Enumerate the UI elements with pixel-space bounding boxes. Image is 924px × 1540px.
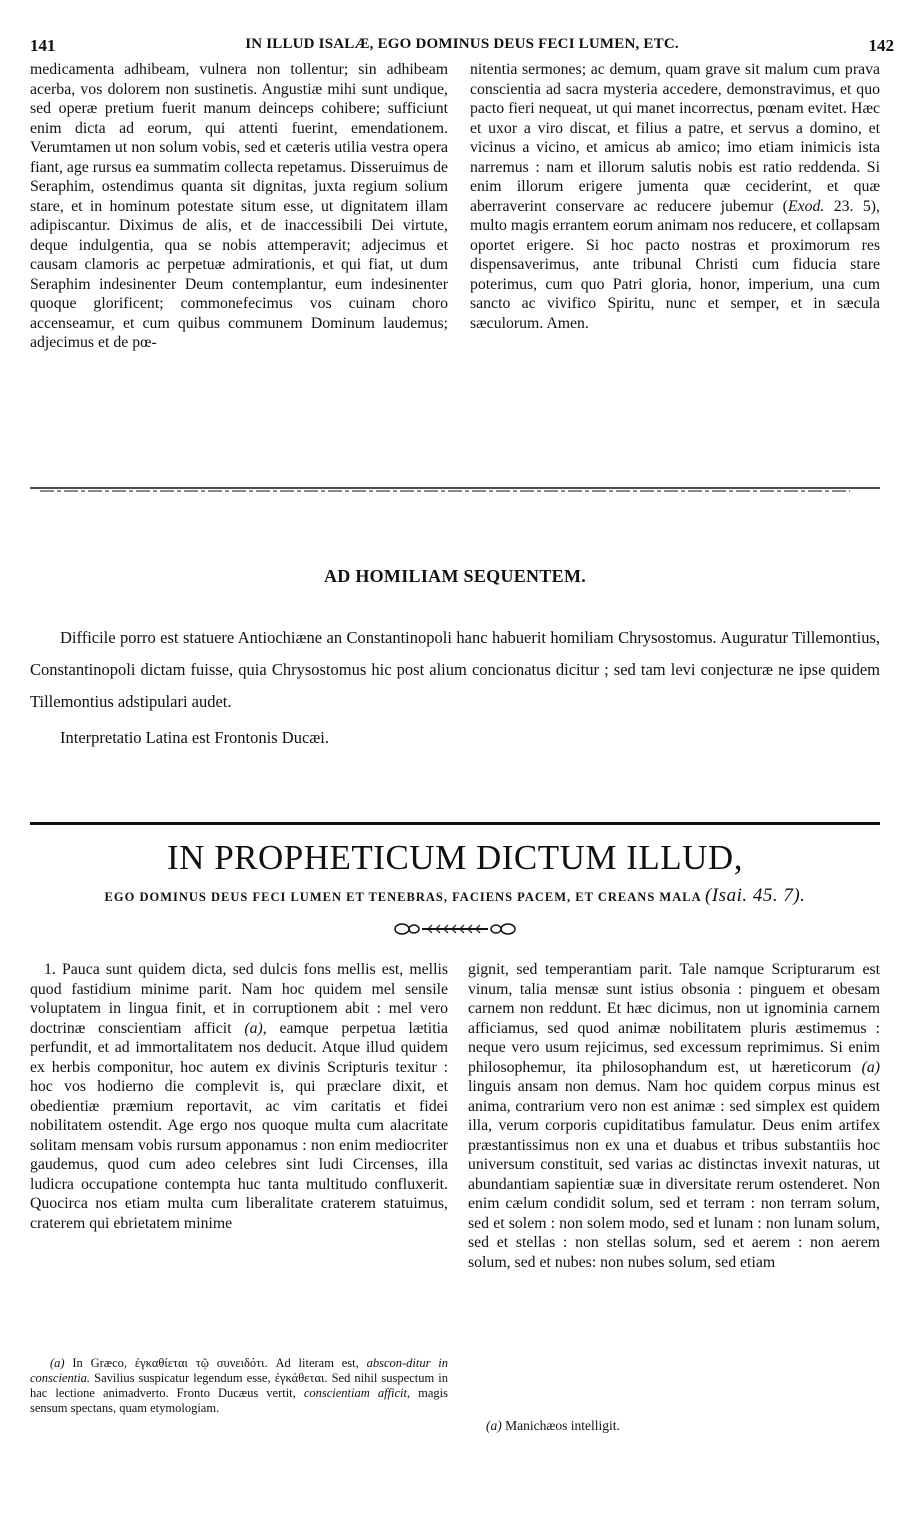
footnote-left-part-3: Savilius suspicatur legendum esse,	[90, 1371, 275, 1385]
footnote-left-part-2: Ad literam est,	[267, 1356, 367, 1370]
notice-paragraph-2: Interpretatio Latina est Frontonis Ducæi.	[60, 728, 329, 747]
footnote-right	[486, 1418, 880, 1433]
notice-title: AD HOMILIAM SEQUENTEM.	[323, 566, 587, 586]
previous-homily-right-column	[470, 60, 880, 333]
footnote-left-part-4: Sed nihil suspectum in hac lectione animadverto. Fronto Ducæus vertit,	[30, 1371, 448, 1400]
homily-right-column	[468, 960, 880, 1272]
footnote-marker-left: (a)	[244, 1019, 263, 1037]
footnote-left-greek-2: ἐγκάθεται.	[274, 1371, 328, 1385]
notice-paragraph-1: Difficile porro est statuere Antiochiæne an Constantinopoli hanc habuerit homiliam Chrysostomus. Auguratur Tillemontius, Constantinopoli dictam fuisse, quia Chrysostomus hic post alium concionatus dicitur ; sed tam levi conjecturæ ne ipse quidem Tillemontius adstipulari audet.	[30, 628, 880, 711]
homily-title: IN PROPHETICUM DICTUM ILLUD,	[167, 838, 743, 877]
footnote-left-part-1: In Græco,	[64, 1356, 135, 1370]
previous-homily-left-text: medicamenta adhibeam, vulnera non tollentur; sin adhibeam acerba, vos dolorem non sustinetis. Angustiæ mihi sunt undique, sed operæ pretium fuerit manum deinceps cohibere; sufficiunt enim dicta ad eorum, qui attenti fuerint, emendationem. Verumtamen ut non solum vobis, sed et cæteris utilia vestra opera fiant, age rursus ea summatim collecta repetamus. Disseruimus de Seraphim, ostendimus quanta sit dignitas, juxta regium solium stare, et in hominum potestate situm esse, ut dignitatem illam adipiscantur. Diximus de alis, et de inaccessibili Dei virtute, deque indulgentia, qua se nobis attemperavit; adjecimus et causam clamoris ac perpetuæ admirationis, et qui fiat, ut dum Seraphim indesinenter Deum contemplantur, eum indesinenter quoque glorificent; commonefecimus vos cuinam choro accenseamur, et cum quibus communem Dominum laudemus; adjecimus et de pœ-	[30, 61, 448, 351]
footnote-right-content: Manichæos intelligit.	[501, 1418, 620, 1433]
footnote-right-text	[486, 1418, 880, 1433]
footnote-marker-right: (a)	[861, 1058, 880, 1076]
footnote-left	[30, 1356, 448, 1416]
previous-homily-right-text	[470, 60, 880, 333]
homily-subtitle	[30, 885, 880, 907]
footnote-right-mark: (a)	[486, 1418, 502, 1433]
ornament-icon	[392, 920, 518, 938]
notice	[30, 622, 880, 754]
decorative-rule	[30, 484, 880, 494]
footnote-left-mark: (a)	[50, 1356, 65, 1370]
subtitle-text: EGO DOMINUS DEUS FECI LUMEN ET TENEBRAS, FACIENS PACEM, ET CREANS MALA	[104, 890, 701, 904]
homily-left-text	[30, 960, 448, 1233]
homily-right-part-2: linguis ansam non demus. Nam hoc quidem corpus minus est anima, contrarium vero non est animæ : sed simplex est quidem illa, verum corporis cupiditatibus famulatur. Deus enim artifex præstantissimus non ex una et duabus et tribus substantiis hoc universum constituit, sed varias ac distinctas invexit naturas, ut abundantiam sapientiæ suæ in diversitate rerum ostenderet. Non enim cælum condidit solum, sed et terram : non terram solum, sed et solem : non solem modo, sed et lunam : non lunam solum, sed et stellas : non stellas solum, sed et aerem : non aerem solum, sed et nubes: non nubes solum, sed etiam	[468, 1078, 880, 1271]
homily-left-part-2: , eamque perpetua lætitia perfundit, et ad immortalitatem nos deducit. Atque illud quidem ex herbis componitur, hoc autem ex divinis Scripturis texitur : hoc vos hodierno die complevit is, qui præclare dixit, et obedientiæ præmium reportavit, ac vim caritatis et fidei nobilitatem ostendit. Age ergo nos quoque multa cum alacritate solitam mensam vobis rursum apponamus : non enim mediocriter gaudemus, quod cum adeo celebres sint ludi Circenses, illa ludicra occupatione contempta huc tanta multitudo confluxerit. Quocirca nos etiam multa cum liberalitate craterem statuimus, craterem qui ebrietatem minime	[30, 1019, 448, 1232]
footnote-left-italic-1: abscon-ditur in conscientia.	[30, 1356, 448, 1385]
right-text-part-1: nitentia sermones; ac demum, quam grave sit malum cum prava conscientia ad sacra mysteria accedere, demonstravimus, et quo pacto fieri nequeat, ut qui manet incorrectus, pœnam evitet. Hæc et uxor a viro discat, et filius a patre, et servus a domino, et vicinus a vicino, et amicus ab amico; imo etiam inimicis ista narremus : nam et illorum salutis nobis est ratio reddenda. Si enim illorum erigere jumenta quæ ceciderint, et quæ aberraverint conservare ac reducere jubemur (	[470, 61, 880, 215]
running-header	[30, 32, 894, 58]
scripture-reference-number: 23. 5	[824, 197, 871, 215]
previous-homily-left-column	[30, 60, 448, 353]
footnote-left-text	[30, 1356, 448, 1416]
footnote-left-italic-2: conscientiam afficit,	[303, 1386, 411, 1400]
footnote-left-part-5: magis sensum spectans, quam etymologiam.	[30, 1386, 448, 1415]
subtitle-reference: (Isai. 45. 7).	[705, 885, 806, 906]
scripture-reference: Exod.	[787, 197, 825, 215]
paragraph-number: 1.	[44, 961, 56, 978]
page-number-left: 141	[30, 36, 56, 55]
footnote-left-greek: ἐγκαθίεται τῷ συνειδότι.	[134, 1356, 268, 1370]
section-divider	[30, 822, 880, 825]
homily-left-column	[30, 960, 448, 1233]
right-text-part-2: ), multo magis errantem eorum animam nos reducere, et collapsam oportet erigere. Si hoc pacto nostras et proximorum res dispensaverimus, ante tribunal Christi cum fiducia stare poterimus, cum quo Patri gloria, honor, imperium, una cum sancto ac vivifico Spiritu, nunc et semper, et in sæcula sæculorum. Amen.	[470, 197, 880, 332]
page-number-right: 142	[868, 36, 894, 55]
homily-right-part-1: gignit, sed temperantiam parit. Tale namque Scripturarum est vinum, talia mensæ sunt istius obsonia : pinguem et obesam carnem non reddunt. Et hæc dicimus, non ut ignominia carnem afficiamus, sed quod animæ nobilitatem pluris æstimemus : neque vero usum rejicimus, sed excessum reprimimus. Si enim philosophemur, ita philosophandum est, ut hæreticorum	[468, 961, 880, 1076]
homily-left-part-1: Pauca sunt quidem dicta, sed dulcis fons mellis est, mellis quod fastidium minime parit. Nam hoc quidem mel sensile voluptatem in lingua finit, et in corruptionem abit : mel vero doctrinæ conscientiam afficit	[30, 961, 448, 1037]
running-title: IN ILLUD ISALÆ, EGO DOMINUS DEUS FECI LUMEN, ETC.	[245, 36, 679, 52]
homily-right-text	[468, 960, 880, 1272]
